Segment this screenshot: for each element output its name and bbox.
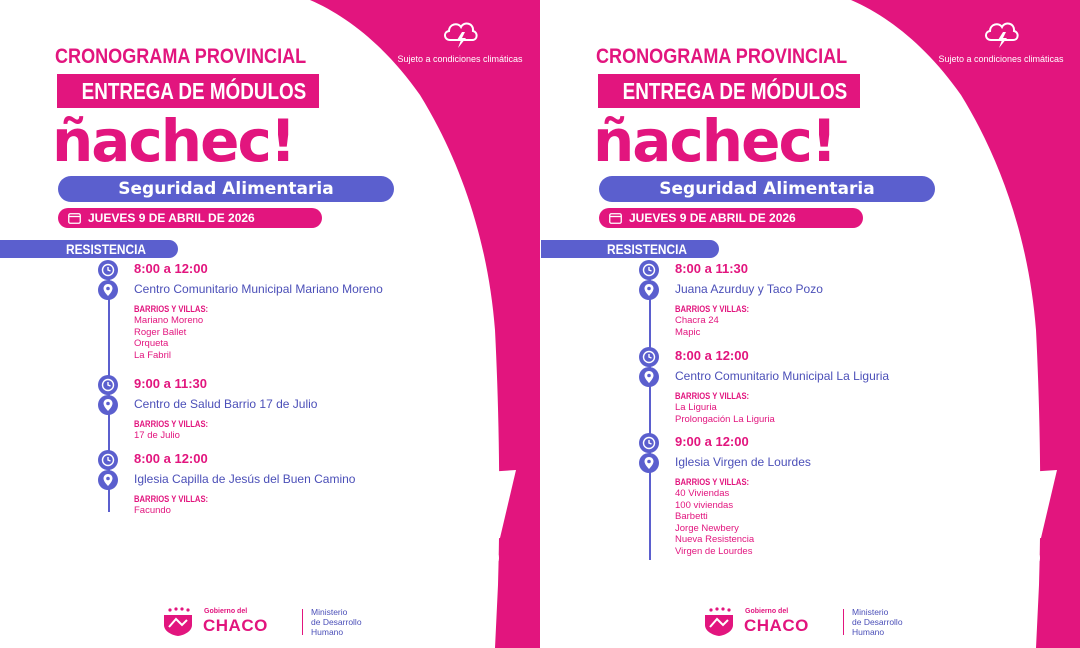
flyer-panel-right <box>541 0 1080 648</box>
city-text: RESISTENCIA <box>66 241 147 257</box>
ministerio-line-1: Ministerio <box>311 607 348 617</box>
footer-logos <box>701 605 961 639</box>
gobierno-del-text: Gobierno del <box>745 608 789 615</box>
storm-cloud-icon <box>981 14 1021 50</box>
gobierno-del-text: Gobierno del <box>204 608 248 615</box>
barrio-item: Roger Ballet <box>134 326 187 338</box>
clock-icon <box>639 347 659 367</box>
location-pin-icon <box>639 367 659 387</box>
barrio-item: La Liguria <box>675 402 717 413</box>
ministerio-line-2: de Desarrollo <box>311 617 362 627</box>
chaco-government-logo <box>701 607 737 637</box>
brand-logo-text: ñachec! <box>593 107 836 175</box>
clock-icon <box>98 450 118 470</box>
barrio-item: 17 de Julio <box>134 430 180 441</box>
location-pin-icon <box>639 280 659 300</box>
chaco-text: CHACO <box>203 616 268 635</box>
barrio-item: Orqueta <box>134 338 169 349</box>
storm-cloud-icon <box>440 14 480 50</box>
barrio-item: Chacra 24 <box>675 315 719 326</box>
barrio-item: 100 viviendas <box>675 499 734 511</box>
entry-place: Centro Comunitario Municipal La Liguria <box>675 369 890 383</box>
barrio-item: Nueva Resistencia <box>675 534 755 545</box>
chaco-government-logo <box>160 607 196 637</box>
date-text: JUEVES 9 DE ABRIL DE 2026 <box>629 211 796 225</box>
date-badge <box>599 208 863 228</box>
barrios-label-text: BARRIOS Y VILLAS: <box>134 494 209 504</box>
entry-place: Centro de Salud Barrio 17 de Julio <box>134 397 318 411</box>
clock-icon <box>639 433 659 453</box>
schedule-entry <box>98 375 518 442</box>
entry-time: 8:00 a 12:00 <box>134 261 208 276</box>
location-pin-icon <box>98 395 118 415</box>
barrio-item: Barbetti <box>675 511 708 522</box>
barrio-item: Facundo <box>134 505 171 516</box>
entry-place: Centro Comunitario Municipal Mariano Moreno <box>134 282 383 296</box>
barrios-label <box>675 477 1059 488</box>
entry-place: Iglesia Capilla de Jesús del Buen Camino <box>134 472 356 486</box>
barrio-item: Prolongación La Liguria <box>675 413 775 425</box>
program-subtitle: Seguridad Alimentaria <box>599 176 935 202</box>
location-pin-icon <box>639 453 659 473</box>
date-text: JUEVES 9 DE ABRIL DE 2026 <box>88 211 255 225</box>
entry-place: Iglesia Virgen de Lourdes <box>675 455 811 469</box>
footer-divider <box>302 609 303 635</box>
schedule-entry <box>98 260 518 361</box>
weather-note-text: Sujeto a condiciones climáticas <box>938 54 1064 64</box>
entry-place: Juana Azurduy y Taco Pozo <box>675 282 823 296</box>
entry-time: 8:00 a 12:00 <box>134 451 208 466</box>
date-badge <box>58 208 322 228</box>
calendar-icon <box>68 212 81 224</box>
location-pin-icon <box>98 470 118 490</box>
barrios-label <box>134 419 518 430</box>
entry-time: 9:00 a 11:30 <box>134 376 208 391</box>
clock-icon <box>98 260 118 280</box>
title-line-1: CRONOGRAMA PROVINCIAL <box>55 45 307 68</box>
barrios-label-text: BARRIOS Y VILLAS: <box>134 419 209 429</box>
ministerio-line-2: de Desarrollo <box>852 617 903 627</box>
weather-notice <box>921 14 1080 65</box>
barrio-item: Mapic <box>675 326 701 338</box>
barrios-label <box>134 494 518 505</box>
barrio-item: 40 Viviendas <box>675 488 730 499</box>
entry-time: 8:00 a 11:30 <box>675 261 749 276</box>
ministerio-line-1: Ministerio <box>852 607 889 617</box>
weather-note-text: Sujeto a condiciones climáticas <box>397 54 523 64</box>
entry-time: 9:00 a 12:00 <box>675 434 749 449</box>
program-subtitle: Seguridad Alimentaria <box>58 176 394 202</box>
city-label <box>0 240 178 258</box>
barrios-label <box>675 304 1059 315</box>
barrio-item: Mariano Moreno <box>134 315 204 326</box>
exclamation-mark-graphic <box>1005 470 1065 575</box>
footer-divider <box>843 609 844 635</box>
barrio-item: Jorge Newbery <box>675 522 739 534</box>
barrios-label-text: BARRIOS Y VILLAS: <box>675 304 750 314</box>
ministerio-text <box>852 607 903 637</box>
barrios-label-text: BARRIOS Y VILLAS: <box>134 304 209 314</box>
title-line-2-text: ENTREGA DE MÓDULOS <box>622 78 848 104</box>
title-line-2 <box>57 74 319 108</box>
barrio-item: Virgen de Lourdes <box>675 545 753 557</box>
city-label <box>541 240 719 258</box>
clock-icon <box>98 375 118 395</box>
location-pin-icon <box>98 280 118 300</box>
weather-notice <box>380 14 540 65</box>
title-line-2 <box>598 74 860 108</box>
ministerio-line-3: Humano <box>311 627 344 637</box>
schedule-entry <box>639 347 1059 425</box>
chaco-text: CHACO <box>744 616 809 635</box>
ministerio-text <box>311 607 362 637</box>
barrios-label <box>134 304 518 315</box>
entry-time: 8:00 a 12:00 <box>675 348 749 363</box>
barrios-label-text: BARRIOS Y VILLAS: <box>675 477 750 487</box>
footer-logos <box>160 605 420 639</box>
calendar-icon <box>609 212 622 224</box>
schedule-entry <box>639 260 1059 338</box>
ministerio-line-3: Humano <box>852 627 885 637</box>
exclamation-mark-graphic <box>464 470 524 575</box>
city-text: RESISTENCIA <box>607 241 688 257</box>
title-line-1: CRONOGRAMA PROVINCIAL <box>596 45 848 68</box>
barrios-label-text: BARRIOS Y VILLAS: <box>675 391 750 401</box>
brand-logo-text: ñachec! <box>52 107 295 175</box>
title-line-2-text: ENTREGA DE MÓDULOS <box>81 78 307 104</box>
clock-icon <box>639 260 659 280</box>
barrios-label <box>675 391 1059 402</box>
schedule-entry <box>639 433 1059 557</box>
schedule-entry <box>98 450 518 517</box>
barrio-item: La Fabril <box>134 349 171 361</box>
